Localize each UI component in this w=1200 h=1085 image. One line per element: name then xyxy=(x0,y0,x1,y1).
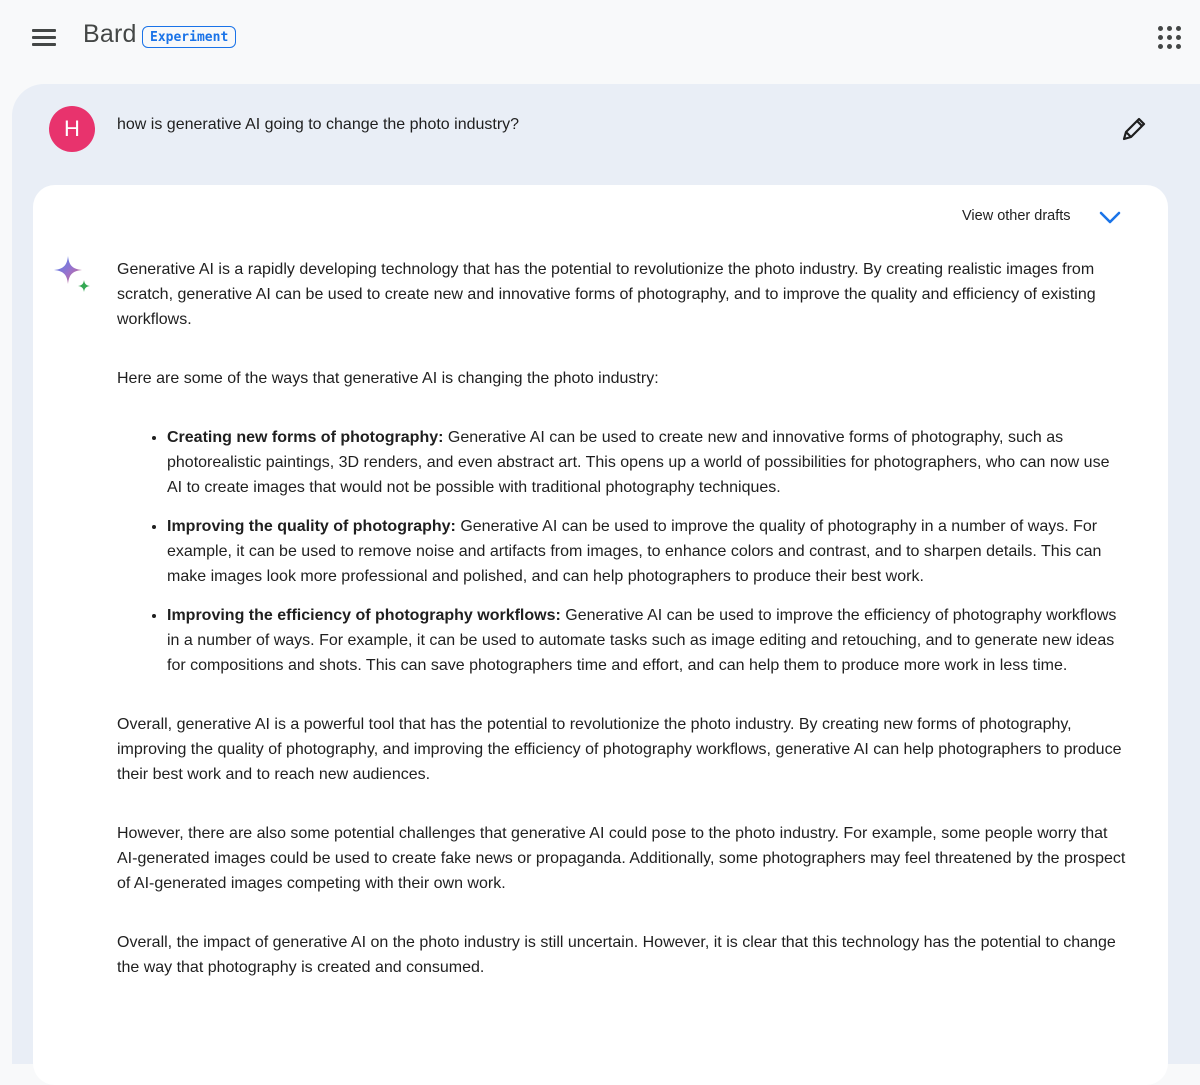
apps-grid-icon[interactable] xyxy=(1157,25,1183,51)
list-intro: Here are some of the ways that generative AI is changing the photo industry: xyxy=(117,370,659,387)
user-avatar[interactable]: H xyxy=(49,106,95,152)
experiment-badge: Experiment xyxy=(142,26,236,48)
view-other-drafts-button[interactable]: View other drafts xyxy=(962,208,1071,224)
bard-sparkle-icon xyxy=(50,254,94,298)
conclusion-paragraph: Overall, the impact of generative AI on the photo industry is still uncertain. However, it is clear that this technology has the potential to change the way that photography is created and consumed. xyxy=(117,934,1116,976)
user-prompt: how is generative AI going to change the photo industry? xyxy=(117,116,520,133)
response-body xyxy=(117,257,1127,1014)
list-item-title: Improving the efficiency of photography workflows: xyxy=(167,607,561,624)
challenges-paragraph: However, there are also some potential challenges that generative AI could pose to the photo industry. For example, some people worry that AI-generated images could be used to create fake news or propaganda. Additionally, some photographers may feel threatened by the prospect of AI-generated images competing with their own work. xyxy=(117,825,1126,892)
intro-paragraph: Generative AI is a rapidly developing technology that has the potential to revolutionize the photo industry. By creating realistic images from scratch, generative AI can be used to create new and innovative forms of photography, and to improve the quality and efficiency of existing workflows. xyxy=(117,261,1096,328)
list-item-text: Generative AI can be used to improve the quality of photography in a number of ways. For example, it can be used to remove noise and artifacts from images, to enhance colors and contrast, and to sharpen details. This can make images look more professional and polished, and can help photographers to produce their best work. xyxy=(167,518,1102,585)
top-bar xyxy=(0,0,1200,76)
pencil-icon[interactable] xyxy=(1118,113,1150,145)
list-item-text: Generative AI can be used to create new and innovative forms of photography, such as photorealistic paintings, 3D renders, and even abstract art. This opens up a world of possibilities for photographers, who can now use AI to create images that would not be possible with traditional photography techniques. xyxy=(167,429,1110,496)
list-item-title: Creating new forms of photography: xyxy=(167,429,444,446)
ways-list xyxy=(117,425,1127,678)
list-item xyxy=(167,603,1127,678)
list-item-text: Generative AI can be used to improve the efficiency of photography workflows in a number of ways. For example, it can be used to automate tasks such as image editing and retouching, and to generate new ideas for compositions and shots. This can save photographers time and effort, and can help them to produce more work in less time. xyxy=(167,607,1117,674)
menu-icon[interactable] xyxy=(30,26,60,50)
chevron-down-icon[interactable] xyxy=(1098,206,1122,230)
overall-paragraph: Overall, generative AI is a powerful tool that has the potential to revolutionize the photo industry. By creating new forms of photography, improving the quality of photography, and improving the efficiency of photography workflows, generative AI can help photographers to produce their best work and to reach new audiences. xyxy=(117,716,1122,783)
list-item-title: Improving the quality of photography: xyxy=(167,518,456,535)
list-item xyxy=(167,514,1127,589)
app-title: Bard xyxy=(83,20,137,48)
list-item xyxy=(167,425,1127,500)
